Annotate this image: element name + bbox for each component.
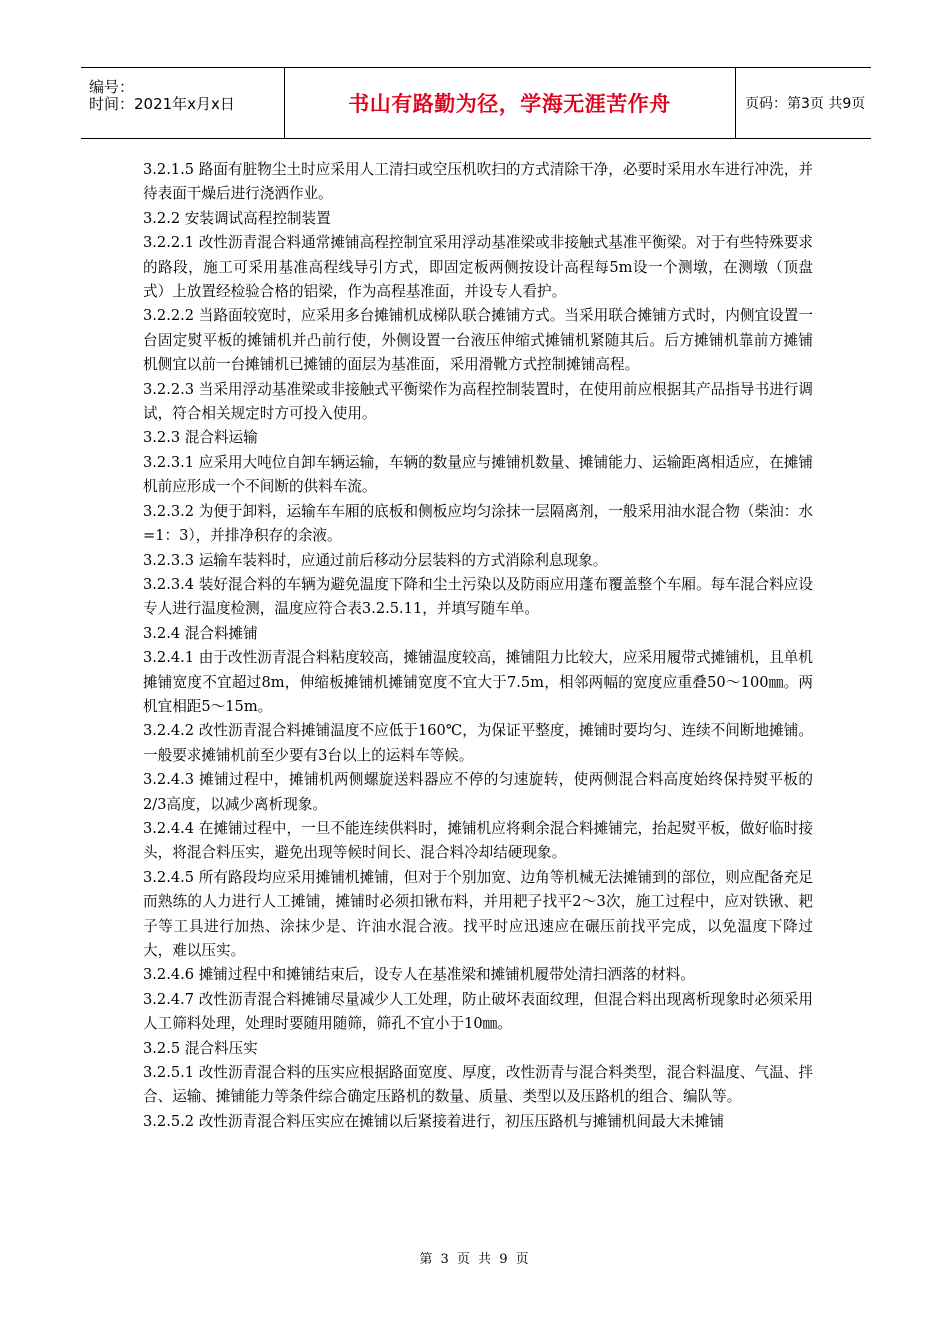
section-heading: 3.2.4 混合料摊铺 xyxy=(143,624,258,642)
page-footer: 第 3 页 共 9 页 xyxy=(419,1252,531,1267)
page-header xyxy=(81,67,871,139)
section-heading: 3.2.2 安装调试高程控制装置 xyxy=(143,209,331,227)
paragraph: 3.2.4.2 改性沥青混合料摊铺温度不应低于160℃，为保证平整度，摊铺时要均匀、连续不间断地摊铺。一般要求摊铺机前至少要有3台以上的运料车等候。 xyxy=(143,722,813,764)
header-page-info: 页码：第3页 共9页 xyxy=(745,96,866,112)
paragraph: 3.2.4.7 改性沥青混合料摊铺尽量减少人工处理，防止破坏表面纹理，但混合料出现离析现象时必须采用人工筛料处理，处理时要随用随筛，筛孔不宜小于10㎜。 xyxy=(143,990,813,1033)
paragraph: 3.2.2.1 改性沥青混合料通常摊铺高程控制宜采用浮动基准梁或非接触式基准平衡梁。对于有些特殊要求的路段，施工可采用基准高程线导引方式，即固定板两侧按设计高程每5m设一个测墩，在测墩（顶盘式）上放置经检验合格的铝梁，作为高程基准面，并设专人看护。 xyxy=(143,234,813,301)
paragraph: 3.2.4.6 摊铺过程中和摊铺结束后，设专人在基准梁和摊铺机履带处清扫洒落的材料。 xyxy=(143,966,695,984)
paragraph: 3.2.2.3 当采用浮动基准梁或非接触式平衡梁作为高程控制装置时，在使用前应根据其产品指导书进行调试，符合相关规定时方可投入使用。 xyxy=(143,380,813,423)
paragraph: 3.2.4.4 在摊铺过程中，一旦不能连续供料时，摊铺机应将剩余混合料摊铺完，抬起熨平板，做好临时接头，将混合料压实，避免出现等候时间长、混合料冷却结硬现象。 xyxy=(143,819,813,862)
header-meta-cell xyxy=(81,68,285,138)
section-heading: 3.2.5 混合料压实 xyxy=(143,1039,258,1057)
paragraph: 3.2.4.5 所有路段均应采用摊铺机摊铺，但对于个别加宽、边角等机械无法摊铺到的部位，则应配备充足而熟练的人力进行人工摊铺，摊铺时必须扣锹布料，并用耙子找平2～3次，施工过程中，应对铁锹、耙子等工具进行加热、涂抹少是、许油水混合液。找平时应迅速应在碾压前找平完成，以免温度下降过大，难以压实。 xyxy=(143,868,813,959)
date-label: 时间：2021年x月x日 xyxy=(89,95,235,113)
paragraph: 3.2.1.5 路面有脏物尘土时应采用人工清扫或空压机吹扫的方式清除干净，必要时采用水车进行冲洗，并待表面干燥后进行浇洒作业。 xyxy=(143,161,813,203)
section-heading: 3.2.3 混合料运输 xyxy=(143,429,258,447)
paragraph: 3.2.4.3 摊铺过程中，摊铺机两侧螺旋送料器应不停的匀速旋转，使两侧混合料高度始终保持熨平板的2/3高度，以减少离析现象。 xyxy=(143,771,813,813)
paragraph: 3.2.3.2 为便于卸料，运输车车厢的底板和侧板应均匀涂抹一层隔离剂，一般采用油水混合物（柴油：水=1：3），并排净积存的余液。 xyxy=(143,502,813,545)
paragraph: 3.2.5.1 改性沥青混合料的压实应根据路面宽度、厚度，改性沥青与混合料类型，混合料温度、气温、拌合、运输、摊铺能力等条件综合确定压路机的数量、质量、类型以及压路机的组合、编队等。 xyxy=(143,1064,813,1106)
paragraph: 3.2.4.1 由于改性沥青混合料粘度较高，摊铺温度较高，摊铺阻力比较大，应采用履带式摊铺机，且单机摊铺宽度不宜超过8m，伸缩板摊铺机摊铺宽度不宜大于7.5m，相邻两幅的宽度应重叠50～100㎜。两机宜相距5～15m。 xyxy=(143,649,813,715)
document-body xyxy=(143,158,813,1134)
number-label: 编号： xyxy=(89,78,135,96)
paragraph: 3.2.2.2 当路面较宽时，应采用多台摊铺机成梯队联合摊铺方式。当采用联合摊铺方式时，内侧宜设置一台固定熨平板的摊铺机并凸前行使，外侧设置一台液压伸缩式摊铺机紧随其后。后方摊铺机靠前方摊铺机侧宜以前一台摊铺机已摊铺的面层为基准面，采用滑靴方式控制摊铺高程。 xyxy=(143,307,813,374)
paragraph: 3.2.3.1 应采用大吨位自卸车辆运输，车辆的数量应与摊铺机数量、摊铺能力、运输距离相适应，在摊铺机前应形成一个不间断的供料车流。 xyxy=(143,453,813,496)
paragraph: 3.2.3.3 运输车装料时，应通过前后移动分层装料的方式消除利息现象。 xyxy=(143,551,608,569)
header-motto: 书山有路勤为径，学海无涯苦作舟 xyxy=(284,68,736,138)
paragraph: 3.2.5.2 改性沥青混合料压实应在摊铺以后紧接着进行，初压压路机与摊铺机间最大未摊铺 xyxy=(143,1112,725,1130)
paragraph: 3.2.3.4 装好混合料的车辆为避免温度下降和尘土污染以及防雨应用蓬布覆盖整个车厢。每车混合料应设专人进行温度检测，温度应符合表3.2.5.11，并填写随车单。 xyxy=(143,575,813,618)
